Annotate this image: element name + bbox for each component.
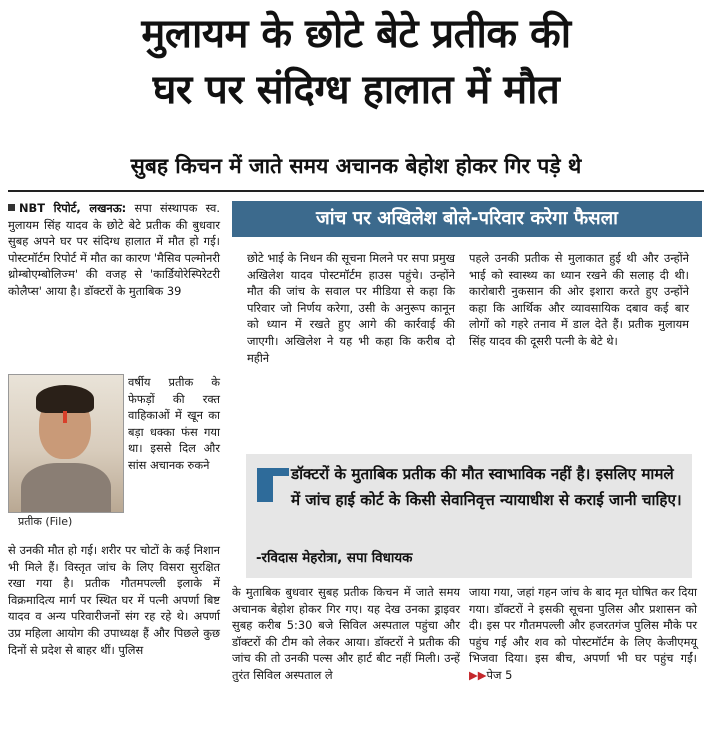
page-reference-label: पेज 5 [486, 667, 513, 682]
subheadline: सुबह किचन में जाते समय अचानक बेहोश होकर गिर पड़े थे [130, 154, 582, 178]
headline [0, 6, 712, 118]
header-divider [8, 190, 704, 192]
main-story-continuation: से उनकी मौत हो गई। शरीर पर चोटों के कई निशान भी मिले हैं। विस्तृत जांच के लिए विसरा सुरक्षित रखा गया है। प्रतीक गौतमपल्ली इलाके में विक्रमादित्य मार्ग पर स्थित घर में पत्नी अपर्णा बिष्ट यादव व अन्य परिवारीजनों संग रह रहे थे। अपर्णा उप्र महिला आयोग की उपाध्यक्ष हैं और पिछले कुछ दिनों से प्रदेश से बाहर थीं। पुलिस [8, 543, 220, 657]
photo-prateek [8, 374, 124, 513]
double-arrow-icon: ▶▶ [469, 667, 487, 682]
sidebar-title: जांच पर अखिलेश बोले-परिवार करेगा फैसला [232, 201, 702, 237]
sidebar-column-1: छोटे भाई के निधन की सूचना मिलने पर सपा प्रमुख अखिलेश यादव पोस्टमॉर्टम हाउस पहुंचे। उन्होंने मौत की जांच के सवाल पर मीडिया से कहा कि परिवार जो निर्णय करेगा, उसी के अनुरूप कानून को ध्यान में रखते हुए आगे की कार्रवाई की जाएगी। अखिलेश ने यह भी कहा कि करीब दो महीने [247, 251, 455, 365]
main-story-intro-text: सपा संस्थापक स्व. मुलायम सिंह यादव के छोटे बेटे प्रतीक की बुधवार सुबह अपने घर पर संदिग्ध हालात में मौत हो गई। पोस्टमॉर्टम रिपोर्ट में मौत का कारण 'मैसिव पल्मोनरी थ्रोम्बोएम्बोलिज्म' की वजह से 'कार्डियोरेस्पिरेटरी कोलैप्स' आया है। डॉक्टरों के मुताबिक 39 [8, 201, 220, 298]
main-story-column-3 [469, 584, 697, 684]
quote-mark-icon [255, 466, 291, 504]
bullet-icon [8, 204, 15, 211]
story-photo [8, 374, 124, 540]
sidebar-column-2: पहले उनकी प्रतीक से मुलाकात हुई थी और उन्होंने भाई को स्वास्थ्य का ध्यान रखने की सलाह दी थी। कारोबारी नुकसान की ओर इशारा करते हुए उन्होंने कहा कि आर्थिक और व्यावसायिक दबाव कई बार लोगों को गहरे तनाव में डाल देते हैं। प्रतीक मुलायम सिंह यादव की दूसरी पत्नी के बेटे थे। [469, 251, 689, 348]
byline: NBT रिपोर्ट, लखनऊ: [19, 201, 127, 215]
headline-line-1: मुलायम के छोटे बेटे प्रतीक की [141, 11, 571, 57]
main-story-column-2: के मुताबिक बुधवार सुबह प्रतीक किचन में जाते समय अचानक बेहोश होकर गिर गए। यह देख उनका ड्राइवर सुबह करीब 5:30 बजे सिविल अस्पताल पहुंचा और डॉक्टरों की टीम को लेकर आया। डॉक्टरों ने प्रतीक की जांच की तो उनकी पल्स और हार्ट बीट नहीं मिली। उन्हें तुरंत सिविल अस्पताल ले [232, 585, 460, 682]
pull-quote-author: -रविदास मेहरोत्रा, सपा विधायक [256, 551, 413, 566]
photo-caption: प्रतीक (File) [18, 515, 73, 528]
page-reference[interactable] [469, 668, 512, 682]
main-story-intro [8, 200, 220, 300]
main-story-column-3-text: जाया गया, जहां गहन जांच के बाद मृत घोषित कर दिया गया। डॉक्टरों ने इसकी सूचना पुलिस और प्रशासन को दी। इस पर गौतमपल्ली और हजरतगंज पुलिस मौके पर पहुंच गई और शव को पोस्टमॉर्टम के लिए केजीएमयू भिजवा दिया। इस बीच, अपर्णा भी घर पहुंच गईं। [469, 585, 697, 666]
headline-line-2: घर पर संदिग्ध हालात में मौत [152, 67, 560, 113]
main-story-wrap-text: वर्षीय प्रतीक के फेफड़ों की रक्त वाहिकाओं में खून का बड़ा धक्का फंस गया था। इससे दिल और सांस अचानक रुकने [128, 375, 220, 472]
pull-quote-text: डॉक्टरों के मुताबिक प्रतीक की मौत स्वाभाविक नहीं है। इसलिए मामले में जांच हाई कोर्ट के किसी सेवानिवृत्त न्यायाधीश से कराई जानी चाहिए। [291, 465, 682, 509]
